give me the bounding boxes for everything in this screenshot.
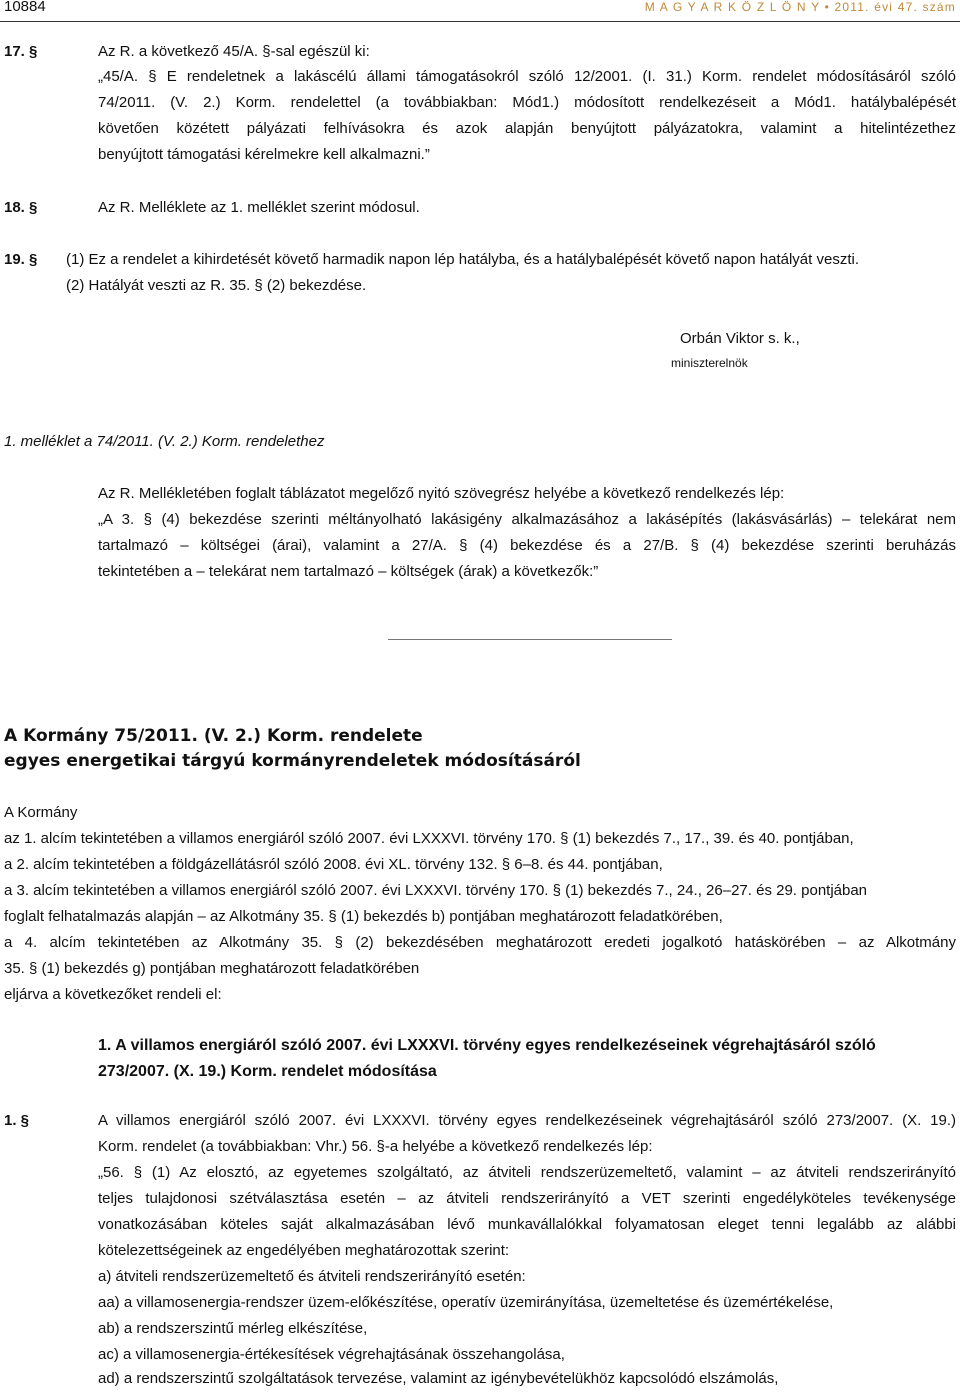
preamble-line: 35. § (1) bekezdés g) pontjában meghatározott feladatkörében: [4, 960, 420, 977]
annex-line: Az R. Mellékletében foglalt táblázatot megelőző nyitó szövegrész helyébe a következő rendelkezés lép:: [98, 485, 785, 502]
decree-subtitle: egyes energetikai tárgyú kormányrendeletek módosításáról: [4, 751, 581, 771]
section-1-line: ad) a rendszerszintű szolgáltatások tervezése, valamint az igénybevételükhöz kapcsolódó elszámolás,: [98, 1370, 779, 1387]
preamble-line: a 2. alcím tekintetében a földgázellátásról szóló 2008. évi XL. törvény 132. § 6–8. és 44. pontjában,: [4, 856, 663, 873]
section-1-line: teljes tulajdonosi szétválasztása esetén – az átviteli rendszerirányító a VET szerinti engedélyköteles tevékenysége: [98, 1190, 956, 1207]
signature-name: Orbán Viktor s. k.,: [680, 330, 800, 347]
annex-line: „A 3. § (4) bekezdése szerinti méltányolható lakásigény alkalmazásához a lakásépítés (lakásvásárlás) – telekárat nem: [98, 511, 956, 528]
section-1-line: „56. § (1) Az elosztó, az egyetemes szolgáltató, az átviteli rendszerüzemeltető, valamint – az átviteli rendszerirányító: [98, 1164, 956, 1181]
section-1-line: ac) a villamosenergia-értékesítések végrehajtásának összehangolása,: [98, 1346, 565, 1363]
annex-line: tekintetében a – telekárat nem tartalmazó – költségek (árak) a következők:”: [98, 563, 599, 580]
section-18-number: 18. §: [4, 199, 38, 216]
preamble-line: foglalt felhatalmazás alapján – az Alkotmány 35. § (1) bekezdés b) pontjában meghatározott feladatkörében,: [4, 908, 723, 925]
section-1-line: A villamos energiáról szóló 2007. évi LXXXVI. törvény egyes rendelkezéseinek végrehajtásáról szóló 273/2007. (X. 19.): [98, 1112, 956, 1129]
section-17-intro: Az R. a következő 45/A. §-sal egészül ki:: [98, 43, 370, 60]
decree-title: A Kormány 75/2011. (V. 2.) Korm. rendelete: [4, 726, 423, 746]
subsection-heading: 273/2007. (X. 19.) Korm. rendelet módosítása: [98, 1063, 437, 1080]
section-17-line: benyújtott támogatási kérelmekre kell alkalmazni.”: [98, 146, 430, 163]
section-18-text: Az R. Melléklete az 1. melléklet szerint módosul.: [98, 199, 420, 216]
section-19-number: 19. §: [4, 251, 38, 268]
annex-title: 1. melléklet a 74/2011. (V. 2.) Korm. rendelethez: [4, 433, 325, 450]
preamble-line: az 1. alcím tekintetében a villamos energiáról szóló 2007. évi LXXXVI. törvény 170. § (1) bekezdés 7., 17., 39. és 40. pontjában,: [4, 830, 854, 847]
page-number: 10884: [4, 0, 46, 15]
annex-line: tartalmazó – költségei (árai), valamint a 27/A. § (4) bekezdése és a 27/B. § (4) bekezdése szerinti beruházás: [98, 537, 956, 554]
signature-title: miniszterelnök: [671, 356, 748, 370]
section-17-line: „45/A. § E rendeletnek a lakáscélú állami támogatásokról szóló 12/2001. (I. 31.) Korm. rendelet módosításáról szóló: [98, 68, 956, 85]
header-rule: [0, 21, 960, 22]
journal-header: M A G Y A R K Ö Z L Ö N Y • 2011. évi 47. szám: [644, 0, 956, 14]
section-1-line: ab) a rendszerszintű mérleg elkészítése,: [98, 1320, 368, 1337]
section-1-line: aa) a villamosenergia-rendszer üzem-előkészítése, operatív üzemirányítása, üzemeltetése és üzemértékelése,: [98, 1294, 834, 1311]
section-1-line: vonatkozásában köteles saját alkalmazásában lévő munkavállalókkal folyamatosan eleget tenni legalább az alábbi: [98, 1216, 956, 1233]
section-17-number: 17. §: [4, 43, 38, 60]
section-1-line: a) átviteli rendszerüzemeltető és átviteli rendszerirányító esetén:: [98, 1268, 526, 1285]
section-17-line: 74/2011. (V. 2.) Korm. rendelettel (a továbbiakban: Mód1.) módosított rendelkezéseit a Mód1. hatálybalépését: [98, 94, 956, 111]
subsection-heading: 1. A villamos energiáról szóló 2007. évi LXXXVI. törvény egyes rendelkezéseinek végrehajtásáról szóló: [98, 1037, 876, 1054]
section-divider: [388, 639, 672, 640]
section-1-number: 1. §: [4, 1112, 30, 1129]
section-1-line: Korm. rendelet (a továbbiakban: Vhr.) 56. §-a helyébe a következő rendelkezés lép:: [98, 1138, 653, 1155]
section-19-paragraph-2: (2) Hatályát veszti az R. 35. § (2) bekezdése.: [66, 277, 367, 294]
preamble-line: a 4. alcím tekintetében az Alkotmány 35. § (2) bekezdésében meghatározott eredeti jogalkotó hatáskörében – az Alkotmány: [4, 934, 956, 951]
section-17-line: követően közétett pályázati felhívásokra és azok alapján benyújtott pályázatokra, valamint a hitelintézethez: [98, 120, 956, 137]
preamble-line: eljárva a következőket rendeli el:: [4, 986, 222, 1003]
section-1-line: kötelezettségeinek az engedélyében meghatározottak szerint:: [98, 1242, 510, 1259]
preamble-line: a 3. alcím tekintetében a villamos energiáról szóló 2007. évi LXXXVI. törvény 170. § (1) bekezdés 7., 24., 26–27. és 29. pontjában: [4, 882, 868, 899]
preamble-line: A Kormány: [4, 804, 78, 821]
section-19-paragraph-1: (1) Ez a rendelet a kihirdetését követő harmadik napon lép hatályba, és a hatálybalépését követő napon hatályát veszti.: [66, 251, 859, 268]
